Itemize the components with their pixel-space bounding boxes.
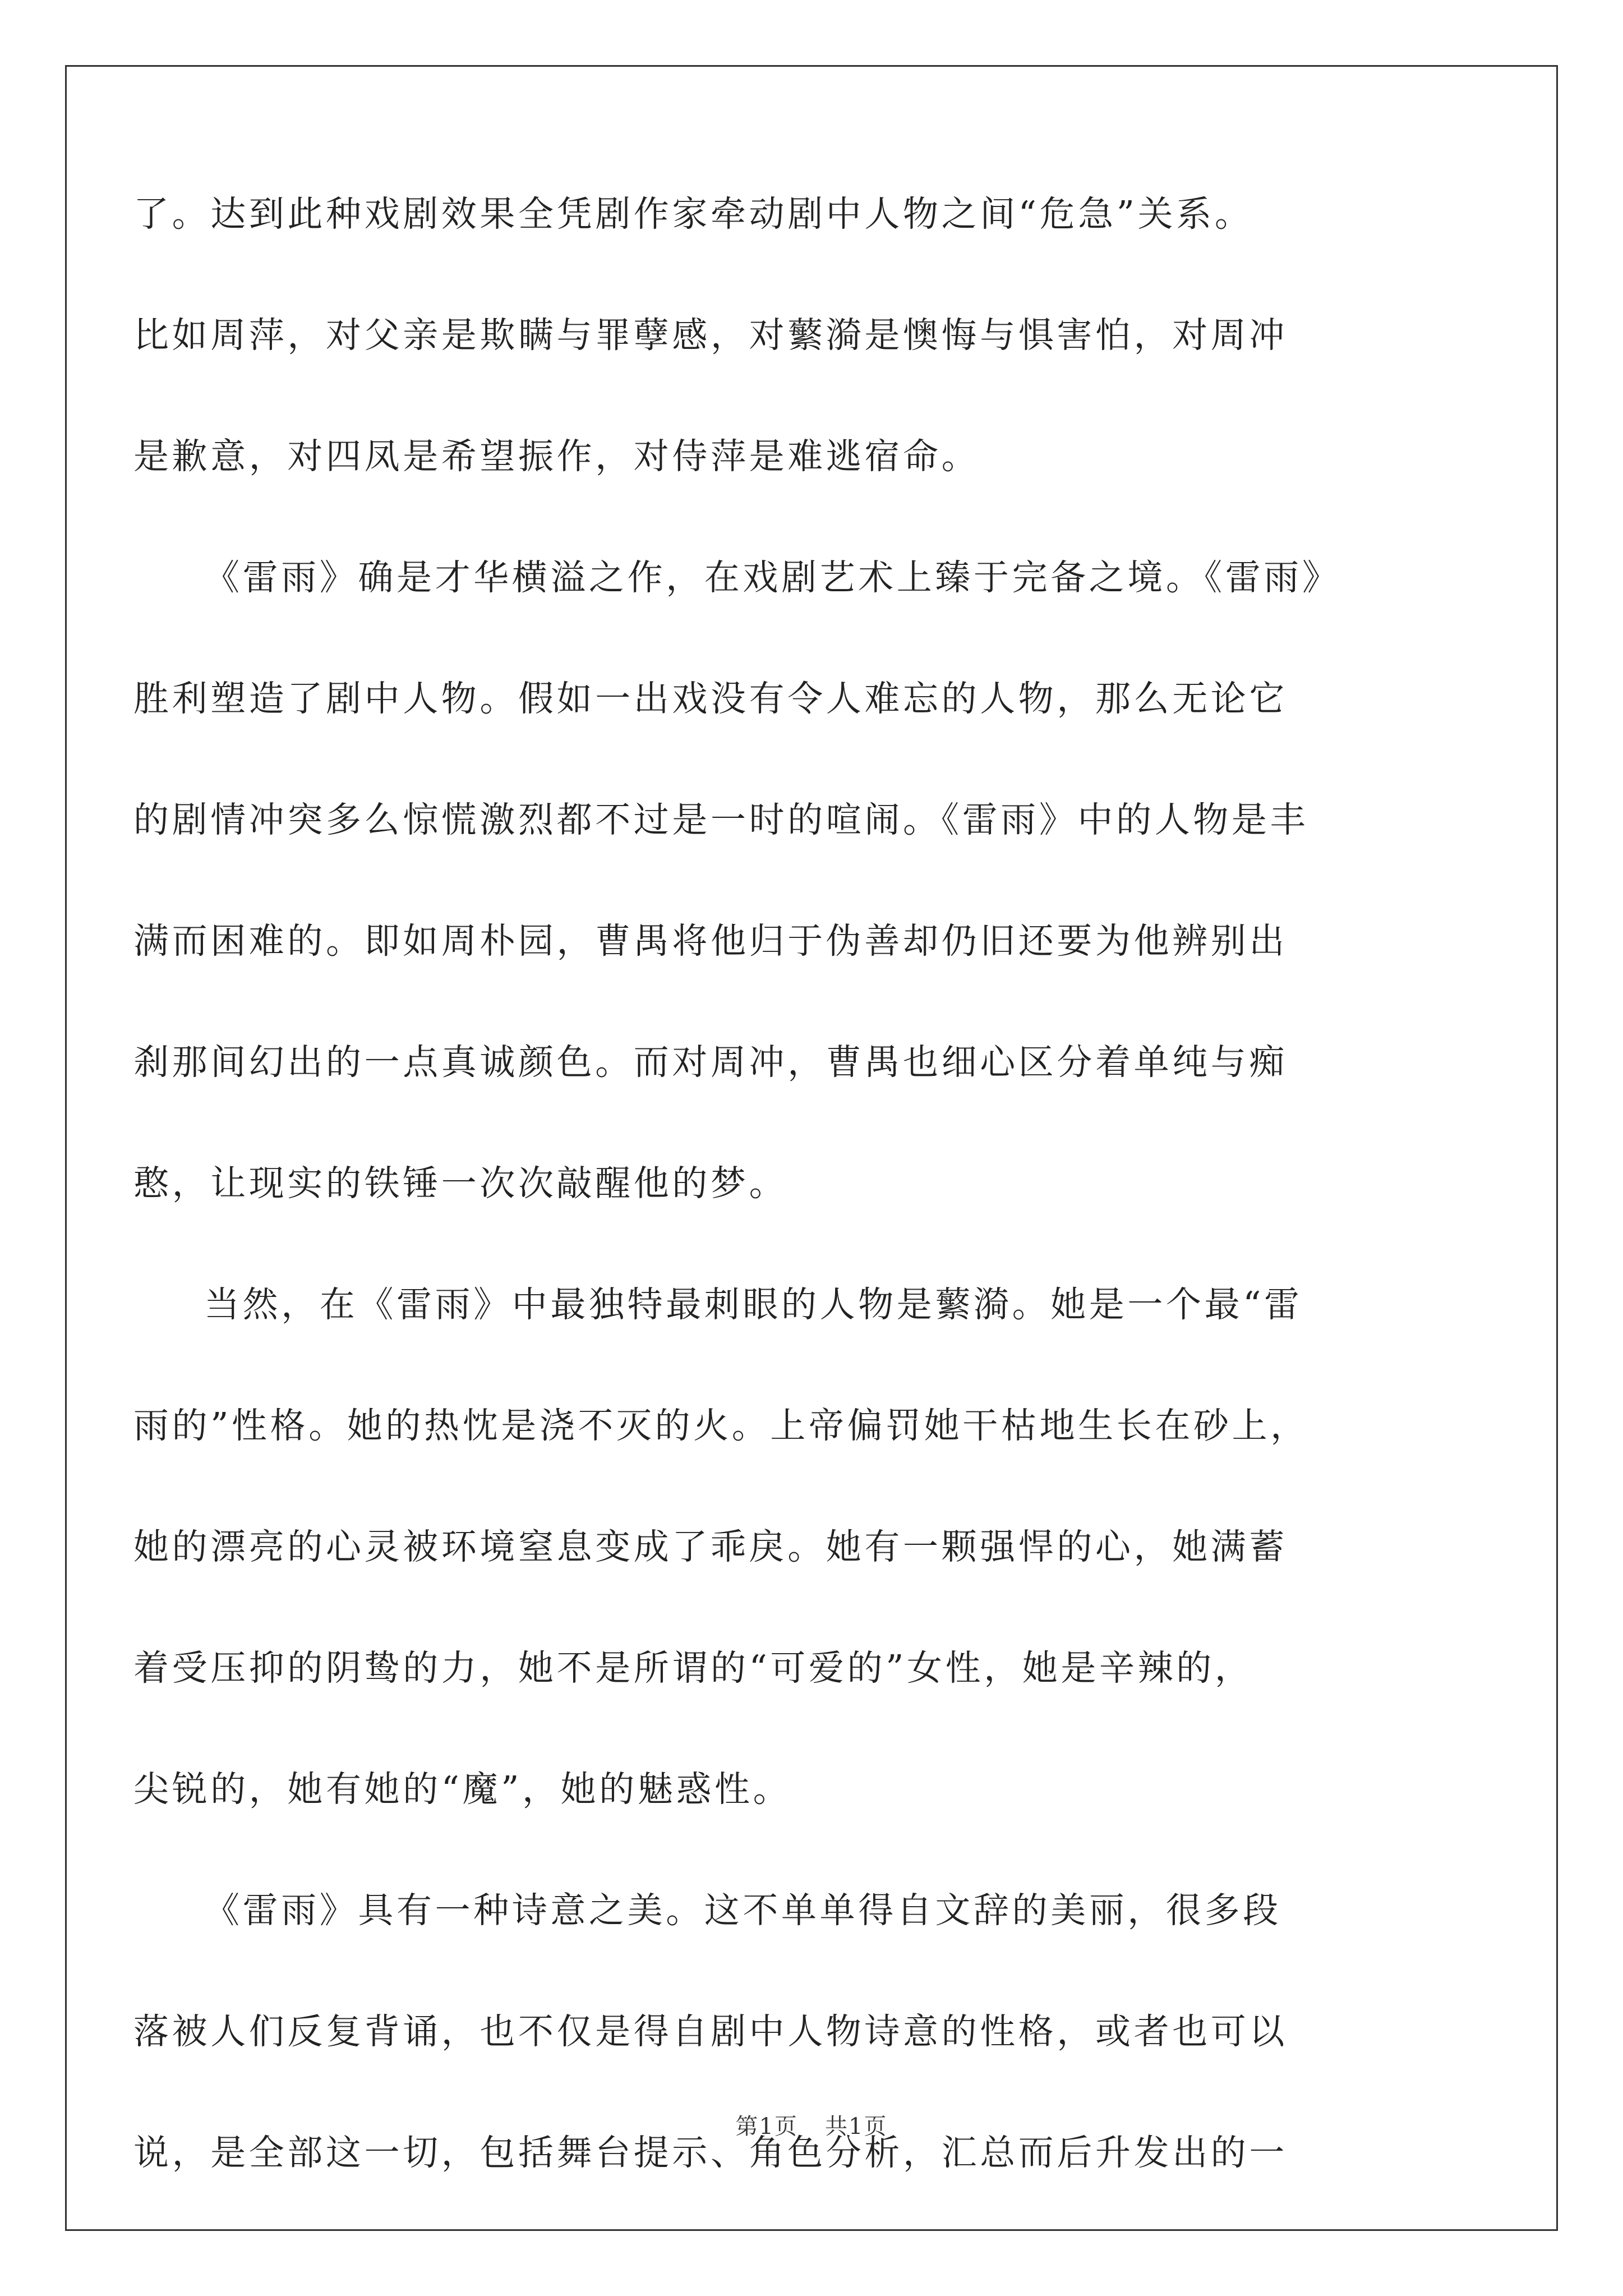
body-line-9: 憨，让现实的铁锤一次次敲醒他的梦。 xyxy=(133,1163,788,1204)
body-line-16: 落被人们反复背诵，也不仅是得自剧中人物诗意的性格，或者也可以 xyxy=(133,2011,1288,2052)
body-line-14: 尖锐的，她有她的“魔”，她的魅惑性。 xyxy=(133,1769,792,1810)
page-total-label: 共1页 xyxy=(825,2114,888,2139)
body-line-11: 雨的”性格。她的热忱是浇不灭的火。上帝偏罚她干枯地生长在砂上， xyxy=(133,1405,1309,1446)
page-number-label: 第1页 xyxy=(735,2114,798,2139)
body-line-6: 的剧情冲突多么惊慌激烈都不过是一时的喧闹。《雷雨》中的人物是丰 xyxy=(133,799,1309,840)
body-line-15: 《雷雨》具有一种诗意之美。这不单单得自文辞的美丽，很多段 xyxy=(204,1890,1281,1931)
body-line-5: 胜利塑造了剧中人物。假如一出戏没有令人难忘的人物，那么无论它 xyxy=(133,678,1288,719)
body-line-1: 了。达到此种戏剧效果全凭剧作家牵动剧中人物之间“危急”关系。 xyxy=(133,194,1253,234)
page-footer xyxy=(0,2113,1623,2140)
body-line-17: 说，是全部这一切，包括舞台提示、角色分析，汇总而后升发出的一 xyxy=(133,2132,1288,2173)
body-line-8: 刹那间幻出的一点真诚颜色。而对周冲，曹禺也细心区分着单纯与痴 xyxy=(133,1042,1288,1083)
body-line-2: 比如周萍，对父亲是欺瞒与罪孽感，对蘩漪是懊悔与惧害怕，对周冲 xyxy=(133,315,1288,356)
body-line-12: 她的漂亮的心灵被环境窒息变成了乖戾。她有一颗强悍的心，她满蓄 xyxy=(133,1526,1288,1567)
body-line-13: 着受压抑的阴鸷的力，她不是所谓的“可爱的”女性，她是辛辣的， xyxy=(133,1648,1253,1688)
body-line-10: 当然，在《雷雨》中最独特最刺眼的人物是蘩漪。她是一个最“雷 xyxy=(204,1284,1303,1325)
body-line-4: 《雷雨》确是才华横溢之作，在戏剧艺术上臻于完备之境。《雷雨》 xyxy=(204,557,1341,598)
body-line-3: 是歉意，对四凤是希望振作，对侍萍是难逃宿命。 xyxy=(133,436,980,477)
body-line-7: 满而困难的。即如周朴园，曹禺将他归于伪善却仍旧还要为他辨别出 xyxy=(133,921,1288,961)
